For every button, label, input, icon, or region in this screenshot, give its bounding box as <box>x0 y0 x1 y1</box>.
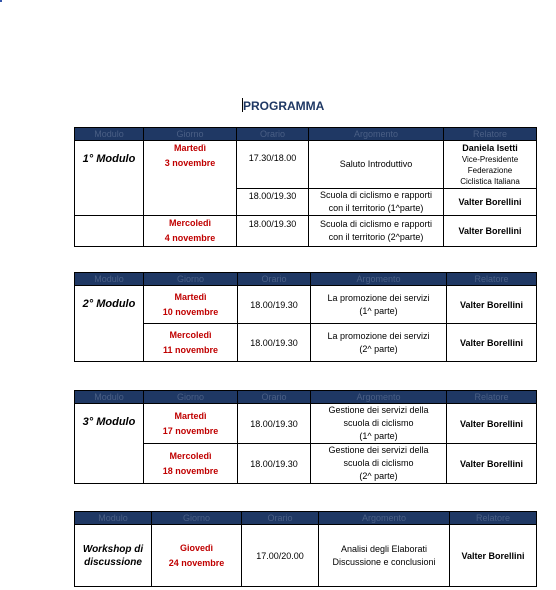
speaker-cell: Valter Borellini <box>444 216 537 247</box>
speaker-cell <box>444 141 537 189</box>
header-relatore: Relatore <box>444 128 537 141</box>
day-cell <box>144 141 237 216</box>
table-header-row <box>75 391 537 404</box>
day-cell <box>144 324 238 362</box>
date: 3 novembre <box>164 158 216 168</box>
module-name: 3° Modulo <box>75 404 144 484</box>
day-cell <box>152 525 242 587</box>
table-header-row <box>75 128 537 141</box>
topic-cell: Gestione dei servizi della scuola di ciclismo (2^ parte) <box>311 444 447 484</box>
speaker-cell: Valter Borellini <box>444 189 537 216</box>
module-name-empty <box>75 216 144 247</box>
header-argomento: Argomento <box>311 391 447 404</box>
header-giorno: Giorno <box>144 391 238 404</box>
topic-cell: Saluto Introduttivo <box>309 141 444 189</box>
topic-cell: Scuola di ciclismo e rapporti con il territorio (1^parte) <box>309 189 444 216</box>
date: 11 novembre <box>162 344 219 355</box>
header-giorno: Giorno <box>144 273 238 286</box>
header-giorno: Giorno <box>152 512 242 525</box>
speaker-cell: Valter Borellini <box>447 404 537 444</box>
time-cell: 17.00/20.00 <box>242 525 319 587</box>
topic-cell: Gestione dei servizi della scuola di ciclismo (1^ parte) <box>311 404 447 444</box>
date: 10 novembre <box>162 306 219 317</box>
time-cell: 17.30/18.00 <box>237 141 309 189</box>
module-name: 2° Modulo <box>75 286 144 362</box>
table-row <box>75 404 537 444</box>
weekday: Martedì <box>174 410 207 421</box>
time-cell: 18.00/19.30 <box>237 189 309 216</box>
speaker-cell: Valter Borellini <box>447 444 537 484</box>
header-argomento: Argomento <box>311 273 447 286</box>
corner-mark <box>0 0 2 2</box>
header-modulo: Modulo <box>75 273 144 286</box>
time-cell: 18.00/19.30 <box>238 444 311 484</box>
speaker-role: Federazione <box>467 165 513 175</box>
table-header-row <box>75 512 537 525</box>
header-relatore: Relatore <box>447 273 537 286</box>
time-cell: 18.00/19.30 <box>238 286 311 324</box>
module-name: 1° Modulo <box>75 141 144 216</box>
table-row <box>75 324 537 362</box>
table-row <box>75 141 537 189</box>
date: 18 novembre <box>162 465 219 476</box>
header-giorno: Giorno <box>144 128 237 141</box>
table-header-row <box>75 273 537 286</box>
speaker-role: Vice-Presidente <box>461 154 519 164</box>
speaker-cell: Valter Borellini <box>447 324 537 362</box>
table-row <box>75 216 537 247</box>
date: 17 novembre <box>162 425 219 436</box>
header-modulo: Modulo <box>75 391 144 404</box>
header-modulo: Modulo <box>75 512 152 525</box>
date: 4 novembre <box>164 233 216 243</box>
weekday: Mercoledì <box>169 329 212 340</box>
module-3-table <box>74 390 537 484</box>
header-modulo: Modulo <box>75 128 144 141</box>
day-cell <box>144 444 238 484</box>
header-argomento: Argomento <box>319 512 450 525</box>
workshop-table <box>74 511 537 587</box>
time-cell: 18.00/19.30 <box>238 404 311 444</box>
day-cell <box>144 404 238 444</box>
speaker-cell: Valter Borellini <box>447 286 537 324</box>
date: 24 novembre <box>168 557 225 568</box>
module-2-table <box>74 272 537 362</box>
header-relatore: Relatore <box>447 391 537 404</box>
day-cell <box>144 286 238 324</box>
time-cell: 18.00/19.30 <box>237 216 309 247</box>
speaker-role: Ciclistica Italiana <box>460 176 520 186</box>
header-orario: Orario <box>238 391 311 404</box>
header-argomento: Argomento <box>309 128 444 141</box>
topic-cell: Scuola di ciclismo e rapporti con il territorio (2^parte) <box>309 216 444 247</box>
topic-cell: Analisi degli Elaborati Discussione e conclusioni <box>319 525 450 587</box>
weekday: Martedì <box>174 291 207 302</box>
header-orario: Orario <box>242 512 319 525</box>
speaker-cell: Valter Borellini <box>450 525 537 587</box>
topic-cell: La promozione dei servizi (2^ parte) <box>311 324 447 362</box>
table-row <box>75 286 537 324</box>
module-1-table <box>74 127 537 247</box>
page-title: PROGRAMMA <box>243 99 325 113</box>
topic-cell: La promozione dei servizi (1^ parte) <box>311 286 447 324</box>
time-cell: 18.00/19.30 <box>238 324 311 362</box>
module-name: Workshop di discussione <box>75 525 152 587</box>
day-cell <box>144 216 237 247</box>
header-relatore: Relatore <box>450 512 537 525</box>
weekday: Martedì <box>173 143 206 153</box>
weekday: Mercoledì <box>169 450 212 461</box>
table-row <box>75 444 537 484</box>
header-orario: Orario <box>238 273 311 286</box>
header-orario: Orario <box>237 128 309 141</box>
table-row <box>75 525 537 587</box>
weekday: Giovedì <box>179 542 213 553</box>
speaker-name: Daniela Isetti <box>462 142 518 153</box>
weekday: Mercoledì <box>168 218 211 228</box>
